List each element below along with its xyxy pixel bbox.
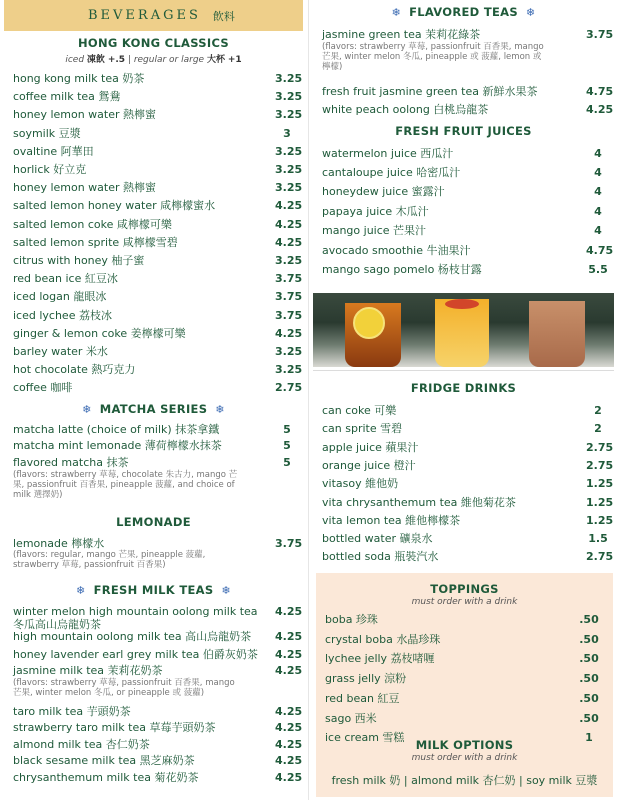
section-title-flavored-teas: ❄ FLAVORED TEAS ❄ bbox=[391, 5, 536, 19]
section-title-fresh-milk-teas: ❄ FRESH MILK TEAS ❄ bbox=[76, 583, 231, 597]
section-title-toppings: TOPPINGS bbox=[430, 582, 499, 596]
menu-item-price: 4 bbox=[594, 205, 602, 218]
menu-item bbox=[325, 652, 605, 665]
milk-tea-glass bbox=[529, 301, 585, 367]
section-title-lemonade: LEMONADE bbox=[116, 515, 191, 529]
beverages-banner bbox=[4, 0, 303, 31]
menu-item-name: jasmine green tea 茉莉花綠茶 bbox=[322, 28, 481, 41]
menu-item-name: salted lemon sprite 咸檸檬雪碧 bbox=[13, 236, 178, 249]
menu-item-name: honey lavender earl grey milk tea 伯爵灰奶茶 bbox=[13, 648, 258, 661]
menu-item bbox=[322, 224, 614, 237]
menu-item-name: ice cream 雪糕 bbox=[325, 731, 405, 744]
snowflake-icon: ❄ bbox=[82, 403, 92, 416]
menu-item bbox=[13, 218, 303, 231]
menu-item-price: 4.25 bbox=[275, 705, 303, 718]
menu-item-name: bottled water 礦泉水 bbox=[322, 532, 433, 545]
menu-item-price: .50 bbox=[579, 652, 599, 665]
menu-item-price: 3.25 bbox=[275, 254, 303, 267]
menu-item-name: almond milk tea 杏仁奶茶 bbox=[13, 738, 150, 751]
menu-item bbox=[13, 309, 303, 322]
menu-item-name: ginger & lemon coke 姜檸檬可樂 bbox=[13, 327, 186, 340]
menu-item-name: white peach oolong 白桃烏龍茶 bbox=[322, 103, 489, 116]
menu-item-name: soymilk 豆漿 bbox=[13, 127, 81, 140]
milk-tea-flavors-note: (flavors: strawberry 草莓, passionfruit 百香果, mango 芒果, winter melon 冬瓜, or pineapple 或 菠蘿) bbox=[13, 678, 235, 698]
section-title-hk-classics: HONG KONG CLASSICS bbox=[77, 36, 230, 50]
menu-item bbox=[322, 185, 614, 198]
menu-item-price: 4.25 bbox=[275, 236, 303, 249]
lemonade-flavors-note: (flavors: regular, mango 芒果, pineapple 菠蘿, strawberry 草莓, passionfruit 百香果) bbox=[13, 550, 206, 570]
menu-item-price: 2.75 bbox=[586, 441, 614, 454]
menu-item-price: 1.25 bbox=[586, 496, 614, 509]
lemon-slice bbox=[353, 307, 385, 339]
menu-item-name: flavored matcha 抹茶 bbox=[13, 456, 129, 469]
menu-item-price: 1.25 bbox=[586, 514, 614, 527]
menu-item bbox=[13, 236, 303, 249]
menu-item-price: 4.25 bbox=[586, 103, 614, 116]
banner-title-cn: 飲料 bbox=[212, 9, 235, 23]
menu-item-name: horlick 好立克 bbox=[13, 163, 87, 176]
menu-item bbox=[322, 85, 614, 98]
menu-item-price: 3.25 bbox=[275, 108, 303, 121]
menu-item bbox=[322, 514, 614, 527]
menu-item-name: red bean ice 紅豆冰 bbox=[13, 272, 118, 285]
snowflake-icon: ❄ bbox=[215, 403, 225, 416]
menu-item-price: 4 bbox=[594, 166, 602, 179]
menu-item-name bbox=[13, 605, 258, 631]
menu-item bbox=[13, 145, 303, 158]
menu-item-name: coffee 咖啡 bbox=[13, 381, 73, 394]
menu-item bbox=[322, 166, 614, 179]
menu-item-name: iced lychee 荔枝冰 bbox=[13, 309, 112, 322]
menu-item bbox=[13, 439, 303, 452]
menu-item-price: 4.25 bbox=[275, 771, 303, 784]
menu-item-name: bottled soda 瓶裝汽水 bbox=[322, 550, 439, 563]
banner-title: BEVERAGES bbox=[88, 8, 201, 23]
menu-item bbox=[325, 613, 605, 626]
snowflake-icon: ❄ bbox=[76, 584, 86, 597]
menu-item-name: matcha latte (choice of milk) 抹茶拿鐵 bbox=[13, 423, 220, 436]
menu-item-price: 4.25 bbox=[275, 327, 303, 340]
menu-item bbox=[322, 496, 614, 509]
left-column bbox=[4, 0, 303, 784]
menu-item-name: honeydew juice 蜜露汁 bbox=[322, 185, 445, 198]
menu-item-name: citrus with honey 柚子蜜 bbox=[13, 254, 145, 267]
menu-item-price: .50 bbox=[579, 672, 599, 685]
menu-item-price: 4.25 bbox=[275, 738, 303, 751]
menu-item bbox=[322, 441, 614, 454]
menu-item-price: 5 bbox=[283, 423, 291, 436]
menu-item bbox=[325, 692, 605, 705]
menu-item-name-line1: winter melon high mountain oolong milk tea bbox=[13, 605, 258, 618]
menu-item-price: 4.25 bbox=[275, 199, 303, 212]
menu-item bbox=[322, 244, 614, 257]
section-title-milk-options: MILK OPTIONS bbox=[415, 738, 514, 752]
menu-item-name: mango juice 芒果汁 bbox=[322, 224, 427, 237]
menu-item bbox=[322, 477, 614, 490]
menu-item-price: 4.25 bbox=[275, 754, 303, 767]
menu-item-name: taro milk tea 芋頭奶茶 bbox=[13, 705, 131, 718]
menu-item-name: matcha mint lemonade 薄荷檸檬水抹茶 bbox=[13, 439, 222, 452]
menu-item-name: crystal boba 水晶珍珠 bbox=[325, 633, 441, 646]
menu-item-price: .50 bbox=[579, 692, 599, 705]
menu-item bbox=[13, 327, 303, 340]
menu-item-price: 1.5 bbox=[588, 532, 608, 545]
menu-item-name: strawberry taro milk tea 草莓芋頭奶茶 bbox=[13, 721, 216, 734]
menu-item-name: barley water 米水 bbox=[13, 345, 108, 358]
menu-item-price: 5 bbox=[283, 456, 291, 469]
menu-item-price: .50 bbox=[579, 712, 599, 725]
menu-item bbox=[13, 108, 303, 121]
menu-item bbox=[13, 127, 303, 140]
menu-item-name: hot chocolate 熱巧克力 bbox=[13, 363, 136, 376]
menu-item bbox=[13, 648, 303, 661]
menu-item bbox=[322, 422, 614, 435]
menu-item bbox=[322, 532, 614, 545]
menu-item bbox=[13, 254, 303, 267]
menu-item bbox=[13, 630, 303, 643]
snowflake-icon: ❄ bbox=[221, 584, 231, 597]
menu-item-price: 1 bbox=[585, 731, 593, 744]
menu-item bbox=[322, 103, 614, 116]
menu-item-price: 3.75 bbox=[586, 28, 614, 41]
menu-item-name: apple juice 蘋果汁 bbox=[322, 441, 419, 454]
menu-item-price: 4.25 bbox=[275, 648, 303, 661]
menu-item-name: fresh fruit jasmine green tea 新鮮水果茶 bbox=[322, 85, 538, 98]
column-divider bbox=[308, 0, 309, 800]
menu-item-name: hong kong milk tea 奶茶 bbox=[13, 72, 145, 85]
menu-item-name: coffee milk tea 鴛鴦 bbox=[13, 90, 121, 103]
menu-item-price: .50 bbox=[579, 633, 599, 646]
menu-item bbox=[13, 738, 303, 751]
menu-item-name: salted lemon coke 咸檸檬可樂 bbox=[13, 218, 172, 231]
menu-item bbox=[13, 754, 303, 767]
menu-item-name: jasmine milk tea 茉莉花奶茶 bbox=[13, 664, 163, 677]
menu-item bbox=[13, 72, 303, 85]
mango-drink-glass bbox=[435, 299, 489, 367]
menu-item-name: vitasoy 維他奶 bbox=[322, 477, 399, 490]
menu-item bbox=[13, 181, 303, 194]
menu-item-price: 2.75 bbox=[586, 459, 614, 472]
menu-item-name: black sesame milk tea 黑芝麻奶茶 bbox=[13, 754, 195, 767]
menu-item-price: 4 bbox=[594, 224, 602, 237]
drinks-photo bbox=[313, 293, 614, 367]
menu-item bbox=[322, 147, 614, 160]
menu-item bbox=[322, 459, 614, 472]
menu-item bbox=[322, 263, 614, 276]
menu-item bbox=[325, 633, 605, 646]
menu-item-name: boba 珍珠 bbox=[325, 613, 378, 626]
menu-item-name-line2: 冬瓜高山烏龍奶茶 bbox=[13, 618, 101, 631]
milk-options-text: fresh milk 奶 | almond milk 杏仁奶 | soy milk 豆漿 bbox=[331, 774, 598, 787]
menu-item bbox=[13, 290, 303, 303]
menu-item-name: vita chrysanthemum tea 維他菊花茶 bbox=[322, 496, 516, 509]
menu-item-name: ovaltine 阿華田 bbox=[13, 145, 94, 158]
menu-item-price: .50 bbox=[579, 613, 599, 626]
menu-item-price: 3.25 bbox=[275, 72, 303, 85]
menu-item-price: 3.75 bbox=[275, 537, 303, 550]
menu-item-name: chrysanthemum milk tea 菊花奶茶 bbox=[13, 771, 199, 784]
menu-item bbox=[13, 381, 303, 394]
menu-item-name: cantaloupe juice 哈密瓜汁 bbox=[322, 166, 461, 179]
menu-item bbox=[13, 605, 303, 631]
section-title-matcha: ❄ MATCHA SERIES ❄ bbox=[82, 402, 225, 416]
menu-item-name: high mountain oolong milk tea 高山烏龍奶茶 bbox=[13, 630, 252, 643]
menu-item-price: 2.75 bbox=[275, 381, 303, 394]
menu-item bbox=[322, 28, 614, 41]
menu-item bbox=[13, 345, 303, 358]
menu-item bbox=[322, 205, 614, 218]
menu-item bbox=[322, 550, 614, 563]
menu-item-name: watermelon juice 西瓜汁 bbox=[322, 147, 454, 160]
menu-item-name: red bean 紅豆 bbox=[325, 692, 400, 705]
menu-item-name: sago 西米 bbox=[325, 712, 377, 725]
menu-item-name: avocado smoothie 牛油果汁 bbox=[322, 244, 471, 257]
menu-item-price: 1.25 bbox=[586, 477, 614, 490]
menu-item-name: can coke 可樂 bbox=[322, 404, 397, 417]
menu-item-price: 2 bbox=[594, 422, 602, 435]
menu-item-price: 3.25 bbox=[275, 163, 303, 176]
menu-item-price: 3.75 bbox=[275, 309, 303, 322]
menu-item bbox=[325, 672, 605, 685]
menu-item bbox=[13, 721, 303, 734]
toppings-panel bbox=[316, 573, 613, 797]
menu-item bbox=[13, 163, 303, 176]
matcha-flavors-note: (flavors: strawberry 草莓, chocolate 朱古力, mango 芒果, passionfruit 百香果, pineapple 菠蘿, and choice of milk 選擇奶) bbox=[13, 470, 238, 500]
drink-topping bbox=[445, 299, 479, 309]
flavored-teas-note: (flavors: strawberry 草莓, passionfruit 百香果, mango 芒果, winter melon 冬瓜, pineapple 或 菠蘿, lemon 或檸檬) bbox=[322, 42, 544, 72]
menu-item-price: 5 bbox=[283, 439, 291, 452]
menu-item bbox=[13, 272, 303, 285]
menu-item bbox=[13, 90, 303, 103]
menu-item-name: salted lemon honey water 咸檸檬蜜水 bbox=[13, 199, 216, 212]
menu-item-name: can sprite 雪碧 bbox=[322, 422, 403, 435]
menu-item bbox=[13, 199, 303, 212]
toppings-subtitle: must order with a drink bbox=[411, 597, 518, 607]
menu-item-price: 3.25 bbox=[275, 345, 303, 358]
menu-item-name: lemonade 檸檬水 bbox=[13, 537, 105, 550]
menu-item-price: 3.75 bbox=[275, 290, 303, 303]
menu-item-name: mango sago pomelo 杨枝甘露 bbox=[322, 263, 482, 276]
menu-item bbox=[322, 404, 614, 417]
menu-item bbox=[13, 363, 303, 376]
menu-item-price: 2.75 bbox=[586, 550, 614, 563]
menu-item-price: 4.25 bbox=[275, 630, 303, 643]
menu-item-name: papaya juice 木瓜汁 bbox=[322, 205, 429, 218]
menu-item bbox=[13, 423, 303, 436]
menu-item-price: 4 bbox=[594, 185, 602, 198]
menu-item bbox=[13, 664, 303, 677]
menu-item-name: lychee jelly 荔枝啫喱 bbox=[325, 652, 435, 665]
menu-item bbox=[325, 712, 605, 725]
section-title-fresh-fruit-juices: FRESH FRUIT JUICES bbox=[395, 124, 532, 138]
snowflake-icon: ❄ bbox=[391, 6, 402, 19]
menu-item-name: grass jelly 涼粉 bbox=[325, 672, 407, 685]
menu-item-price: 3.25 bbox=[275, 363, 303, 376]
menu-item-price: 4.75 bbox=[586, 85, 614, 98]
section-title-fridge-drinks: FRIDGE DRINKS bbox=[410, 381, 517, 395]
menu-item-name: honey lemon water 熱檸蜜 bbox=[13, 181, 157, 194]
menu-item bbox=[13, 771, 303, 784]
menu-item-name: honey lemon water 熱檸蜜 bbox=[13, 108, 157, 121]
menu-item-price: 3.25 bbox=[275, 181, 303, 194]
snowflake-icon: ❄ bbox=[525, 6, 536, 19]
menu-item-price: 3.75 bbox=[275, 272, 303, 285]
menu-item bbox=[13, 456, 303, 469]
menu-item-price: 4.25 bbox=[275, 218, 303, 231]
menu-item-price: 3.25 bbox=[275, 90, 303, 103]
menu-item-name: iced logan 龍眼冰 bbox=[13, 290, 107, 303]
divider bbox=[313, 370, 614, 371]
menu-item-price: 2 bbox=[594, 404, 602, 417]
menu-item-price: 4.25 bbox=[275, 605, 303, 618]
hk-classics-subtitle: iced 凍飲 +.5 | regular or large 大杯 +1 bbox=[65, 55, 242, 65]
menu-item-price: 4 bbox=[594, 147, 602, 160]
menu-item-price: 4.75 bbox=[586, 244, 614, 257]
menu-item-name: vita lemon tea 維他檸檬茶 bbox=[322, 514, 461, 527]
menu-item-price: 5.5 bbox=[588, 263, 608, 276]
milk-options-subtitle: must order with a drink bbox=[411, 753, 518, 763]
menu-item bbox=[13, 537, 303, 550]
menu-item-price: 4.25 bbox=[275, 721, 303, 734]
menu-item-name: orange juice 橙汁 bbox=[322, 459, 416, 472]
menu-item-price: 3.25 bbox=[275, 145, 303, 158]
menu-item bbox=[13, 705, 303, 718]
menu-item-price: 4.25 bbox=[275, 664, 303, 677]
menu-item-price: 3 bbox=[283, 127, 291, 140]
